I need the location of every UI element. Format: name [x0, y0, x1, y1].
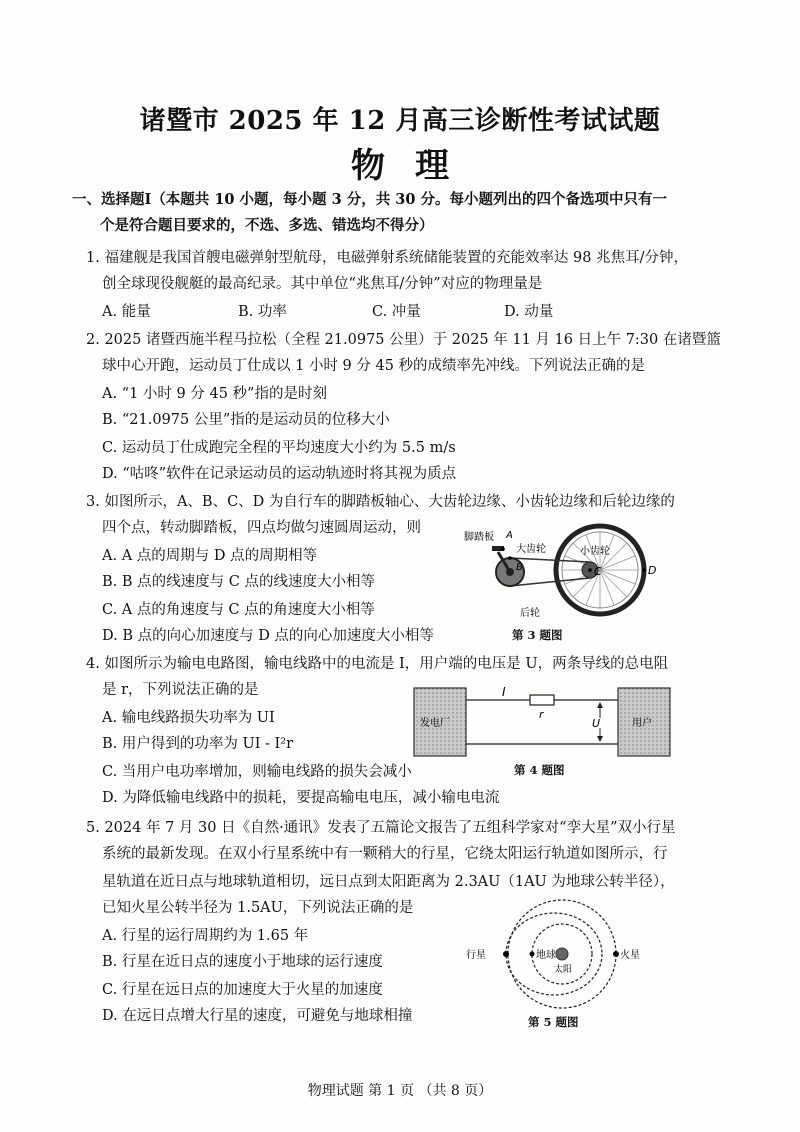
q2-option-b: B. “21.0975 公里”指的是运动员的位移大小 — [102, 412, 390, 428]
exam-title: 诸暨市 2025 年 12 月高三诊断性考试试题 — [139, 106, 661, 136]
voltage-arrowhead-top — [597, 702, 603, 708]
section-heading-line1: 一、选择题Ⅰ（本题共 10 小题，每小题 3 分，共 30 分。每小题列出的四个备选项中只有一 — [72, 191, 668, 208]
label-b: B — [516, 562, 523, 573]
point-b — [508, 556, 512, 560]
q1-option-c: C. 冲量 — [372, 304, 421, 320]
q2-option-c: C. 运动员丁仕成跑完全程的平均速度大小约为 5.5 m/s — [102, 440, 456, 456]
q5-option-d: D. 在远日点增大行星的速度，可避免与地球相撞 — [102, 1008, 413, 1024]
bicycle-diagram — [460, 522, 660, 622]
q3-option-b: B. B 点的线速度与 C 点的线速度大小相等 — [102, 574, 375, 590]
label-rear-wheel: 后轮 — [520, 608, 540, 619]
label-earth: 地球 — [536, 950, 556, 961]
label-big-gear: 大齿轮 — [516, 544, 546, 555]
q3-option-d: D. B 点的向心加速度与 D 点的向心加速度大小相等 — [102, 628, 434, 644]
label-sun: 太阳 — [554, 965, 573, 975]
q5-figure-caption: 第 5 题图 — [528, 1015, 579, 1029]
q5-option-b: B. 行星在近日点的速度小于地球的运行速度 — [102, 954, 383, 970]
q5-stem-line2: 系统的最新发现。在双小行星系统中有一颗稍大的行星，它绕太阳运行轨道如图所示，行 — [102, 846, 668, 862]
mars-dot — [613, 951, 619, 957]
q2-stem-line1: 2. 2025 诸暨西施半程马拉松（全程 21.0975 公里）于 2025 年 11 月 16 日上午 7:30 在诸暨篮 — [86, 332, 721, 348]
section-heading-line2: 个是符合题目要求的，不选、多选、错选均不得分） — [100, 217, 434, 234]
label-resistance: r — [539, 708, 544, 721]
q4-stem-line2: 是 r，下列说法正确的是 — [102, 682, 259, 698]
q5-option-a: A. 行星的运行周期约为 1.65 年 — [102, 928, 309, 944]
q1-stem-line2: 创全球现役舰艇的最高纪录。其中单位“兆焦耳/分钟”对应的物理量是 — [102, 276, 543, 292]
q5-stem-line3: 星轨道在近日点与地球轨道相切，远日点到太阳距离为 2.3AU（1AU 为地球公转半径）， — [102, 874, 675, 890]
label-a: A — [506, 530, 513, 541]
q4-option-d: D. 为降低输电线路中的损耗，要提高输电电压，减小输电电流 — [102, 790, 500, 806]
orbit-diagram — [462, 898, 652, 1010]
q4-option-c: C. 当用户电功率增加，则输电线路的损失会减小 — [102, 764, 412, 780]
q1-option-d: D. 动量 — [504, 304, 554, 320]
point-d — [642, 568, 646, 572]
q5-option-c: C. 行星在远日点的加速度大于火星的加速度 — [102, 982, 383, 998]
page-footer: 物理试题 第 1 页 （共 8 页） — [307, 1083, 493, 1099]
q3-stem-line2: 四个点，转动脚踏板，四点均做匀速圆周运动，则 — [102, 520, 421, 536]
label-small-gear: 小齿轮 — [580, 546, 610, 557]
label-planet: 行星 — [466, 950, 486, 961]
label-user: 用户 — [632, 718, 652, 729]
label-power-plant: 发电厂 — [420, 718, 450, 729]
label-c: C — [594, 565, 602, 578]
q1-option-b: B. 功率 — [238, 304, 287, 320]
label-pedal: 脚踏板 — [464, 532, 494, 543]
q1-stem-line1: 1. 福建舰是我国首艘电磁弹射型航母，电磁弹射系统储能装置的充能效率达 98 兆焦耳/分钟， — [86, 250, 688, 266]
q3-option-c: C. A 点的角速度与 C 点的角速度大小相等 — [102, 602, 375, 618]
resistor — [530, 695, 554, 705]
point-a — [501, 547, 505, 551]
q3-option-a: A. A 点的周期与 D 点的周期相等 — [102, 548, 318, 564]
q5-stem-line4: 已知火星公转半径为 1.5AU，下列说法正确的是 — [102, 900, 414, 916]
q2-option-a: A. “1 小时 9 分 45 秒”指的是时刻 — [102, 386, 327, 402]
q4-figure-caption: 第 4 题图 — [514, 763, 565, 777]
transmission-circuit-diagram — [412, 684, 682, 760]
q5-stem-line1: 5. 2024 年 7 月 30 日《自然·通讯》发表了五篇论文报告了五组科学家对“孪大星”双小行星 — [86, 820, 676, 836]
label-current: I — [502, 685, 506, 699]
q1-option-a: A. 能量 — [102, 304, 151, 320]
q4-stem-line1: 4. 如图所示为输电电路图，输电线路中的电流是 I，用户端的电压是 U，两条导线的总电阻 — [86, 656, 669, 672]
q3-stem-line1: 3. 如图所示，A、B、C、D 为自行车的脚踏板轴心、大齿轮边缘、小齿轮边缘和后轮边缘的 — [86, 494, 675, 510]
q2-stem-line2: 球中心开跑，运动员丁仕成以 1 小时 9 分 45 秒的成绩率先冲线。下列说法正确的是 — [102, 358, 646, 374]
q3-figure-caption: 第 3 题图 — [512, 628, 563, 642]
label-voltage: U — [592, 717, 601, 730]
q4-option-a: A. 输电线路损失功率为 UI — [102, 710, 275, 726]
earth-dot — [530, 952, 535, 957]
sun — [556, 948, 568, 960]
planet-dot — [503, 951, 509, 957]
subject-title: 物理 — [351, 146, 479, 186]
voltage-arrowhead-bottom — [597, 736, 603, 742]
label-d: D — [648, 564, 657, 577]
q2-option-d: D. “咕咚”软件在记录运动员的运动轨迹时将其视为质点 — [102, 466, 457, 482]
label-mars: 火星 — [620, 950, 640, 961]
q4-option-b: B. 用户得到的功率为 UI - I²r — [102, 736, 294, 752]
point-c — [588, 568, 592, 572]
